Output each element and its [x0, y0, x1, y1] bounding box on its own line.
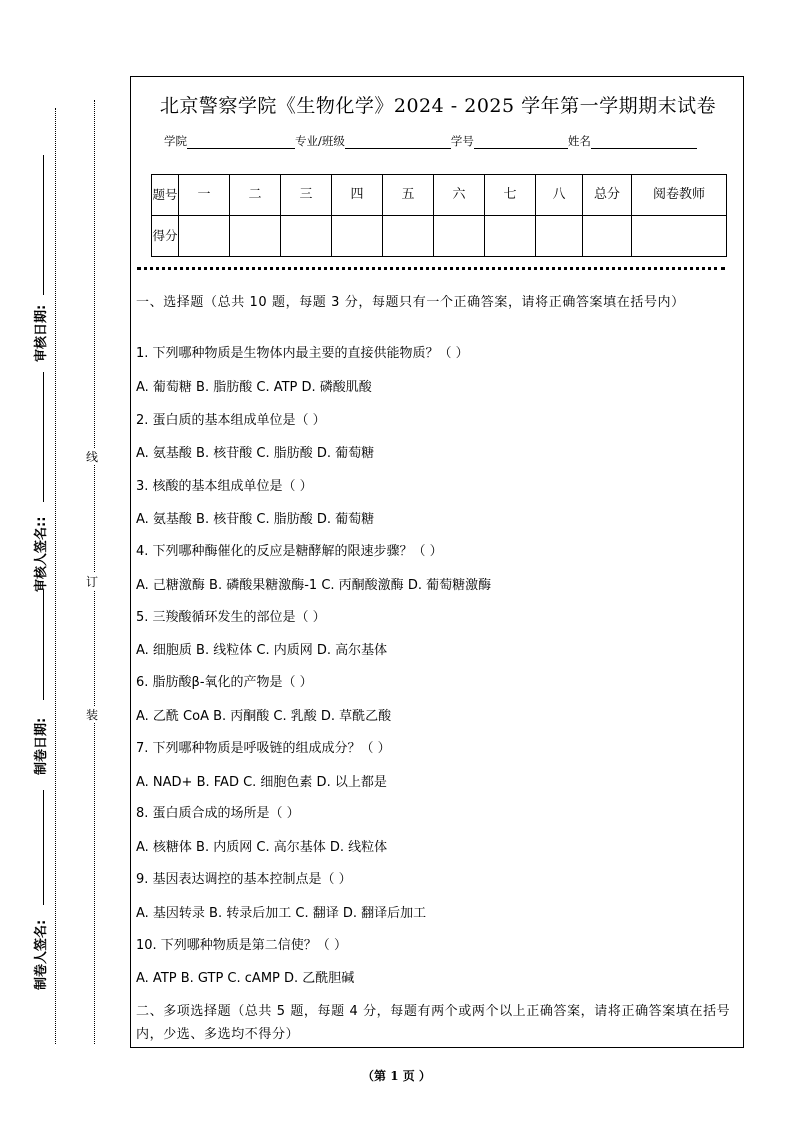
question-1: 1. 下列哪种物质是生物体内最主要的直接供能物质？（ ） — [136, 346, 469, 361]
col-total: 总分 — [583, 175, 632, 216]
binding-char-xian: 线 — [86, 450, 99, 464]
question-5: 5. 三羧酸循环发生的部位是（ ） — [136, 610, 326, 625]
score-table-score-row — [152, 216, 727, 257]
header-separator — [137, 267, 725, 270]
dotted-line-inner — [94, 100, 95, 1044]
question-7-options: A. NAD+ B. FAD C. 细胞色素 D. 以上都是 — [136, 775, 387, 790]
student-id-field[interactable] — [474, 136, 568, 149]
question-2-options: A. 氨基酸 B. 核苷酸 C. 脂肪酸 D. 葡萄糖 — [136, 446, 375, 461]
question-9: 9. 基因表达调控的基本控制点是（ ） — [136, 872, 352, 887]
col-6: 六 — [434, 175, 485, 216]
maker-sign-label: 制卷人签名: — [34, 919, 49, 990]
major-class-label: 专业/班级 — [295, 134, 345, 148]
score-cell[interactable] — [332, 216, 383, 257]
question-6: 6. 脂肪酸β-氧化的产物是（ ） — [136, 675, 313, 690]
underline-make-date — [43, 590, 44, 700]
score-cell[interactable] — [536, 216, 583, 257]
score-cell[interactable] — [383, 216, 434, 257]
question-4: 4. 下列哪种酶催化的反应是糖酵解的限速步骤？（ ） — [136, 544, 443, 559]
score-table — [151, 174, 727, 257]
question-10-options: A. ATP B. GTP C. cAMP D. 乙酰胆碱 — [136, 971, 355, 986]
exam-title: 北京警察学院《生物化学》2024 - 2025 学年第一学期期末试卷 — [159, 95, 717, 117]
question-6-options: A. 乙酰 CoA B. 丙酮酸 C. 乳酸 D. 草酰乙酸 — [136, 709, 392, 724]
name-field[interactable] — [591, 136, 697, 149]
reviewer-sign-label: 审核人签名:: — [34, 516, 49, 592]
score-cell[interactable] — [230, 216, 281, 257]
page-number: （第 1 页 ） — [362, 1069, 431, 1083]
question-10: 10. 下列哪种物质是第二信使？（ ） — [136, 938, 347, 953]
col-7: 七 — [485, 175, 536, 216]
question-7: 7. 下列哪种物质是呼吸链的组成成分？（ ） — [136, 741, 391, 756]
underline-reviewer-sign — [43, 372, 44, 502]
col-4: 四 — [332, 175, 383, 216]
score-table-header-row — [152, 175, 727, 216]
section2-heading: 二、多项选择题（总共 5 题，每题 4 分，每题有两个或两个以上正确答案，请将正确答案填在括号内，少选、多选均不得分） — [136, 1004, 731, 1042]
score-label: 得分 — [152, 216, 179, 257]
make-date-label: 制卷日期: — [34, 717, 49, 775]
college-field[interactable] — [187, 136, 295, 149]
score-cell-total[interactable] — [583, 216, 632, 257]
col-8: 八 — [536, 175, 583, 216]
student-info-row — [164, 133, 697, 149]
col-2: 二 — [230, 175, 281, 216]
question-1-options: A. 葡萄糖 B. 脂肪酸 C. ATP D. 磷酸肌酸 — [136, 380, 372, 395]
review-date-label: 审核日期: — [34, 304, 49, 362]
exam-frame — [130, 76, 744, 1048]
question-2: 2. 蛋白质的基本组成单位是（ ） — [136, 413, 326, 428]
col-3: 三 — [281, 175, 332, 216]
underline-review-date — [43, 155, 44, 295]
col-grader: 阅卷教师 — [632, 175, 727, 216]
binding-char-ding: 订 — [86, 575, 99, 589]
section1-heading: 一、选择题（总共 10 题，每题 3 分，每题只有一个正确答案，请将正确答案填在括号内） — [136, 295, 685, 310]
question-3-options: A. 氨基酸 B. 核苷酸 C. 脂肪酸 D. 葡萄糖 — [136, 512, 375, 527]
question-3: 3. 核酸的基本组成单位是（ ） — [136, 479, 313, 494]
question-8: 8. 蛋白质合成的场所是（ ） — [136, 806, 300, 821]
dotted-line-outer — [55, 108, 56, 1044]
name-label: 姓名 — [567, 134, 591, 148]
major-class-field[interactable] — [345, 136, 451, 149]
binding-char-zhuang: 装 — [86, 708, 99, 722]
score-cell[interactable] — [179, 216, 230, 257]
score-cell[interactable] — [281, 216, 332, 257]
question-5-options: A. 细胞质 B. 线粒体 C. 内质网 D. 高尔基体 — [136, 643, 388, 658]
question-8-options: A. 核糖体 B. 内质网 C. 高尔基体 D. 线粒体 — [136, 840, 388, 855]
score-cell-grader[interactable] — [632, 216, 727, 257]
underline-maker-sign — [43, 790, 44, 905]
score-cell[interactable] — [434, 216, 485, 257]
student-id-label: 学号 — [450, 134, 474, 148]
question-4-options: A. 己糖激酶 B. 磷酸果糖激酶-1 C. 丙酮酸激酶 D. 葡萄糖激酶 — [136, 578, 492, 593]
question-number-label: 题号 — [152, 175, 179, 216]
col-1: 一 — [179, 175, 230, 216]
score-cell[interactable] — [485, 216, 536, 257]
col-5: 五 — [383, 175, 434, 216]
college-label: 学院 — [164, 134, 187, 148]
question-9-options: A. 基因转录 B. 转录后加工 C. 翻译 D. 翻译后加工 — [136, 906, 427, 921]
